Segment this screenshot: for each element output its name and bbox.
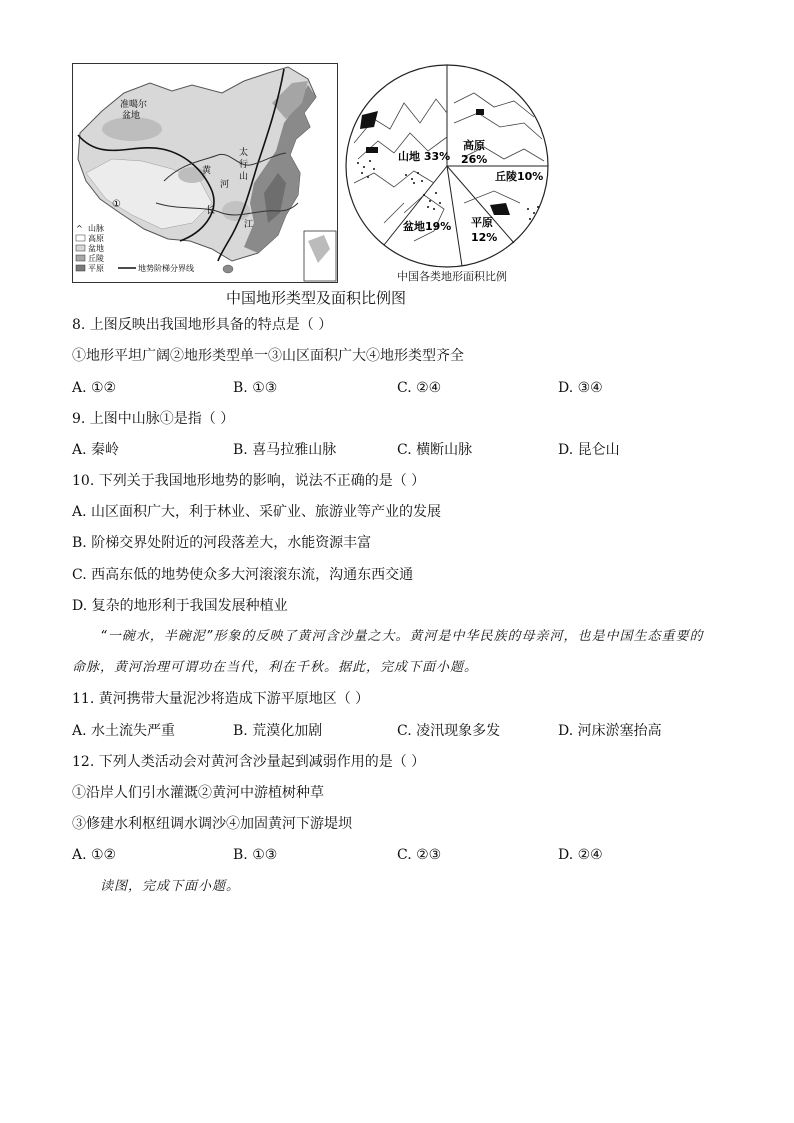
q11-stem: 11. 黄河携带大量泥沙将造成下游平原地区（ ） (72, 691, 370, 707)
legend-plateau: 高原 (88, 234, 104, 243)
q9-option-b: B. 喜马拉雅山脉 (233, 442, 337, 458)
legend-plain: 平原 (88, 264, 104, 273)
q12-items-2: ③修建水利枢纽调水调沙④加固黄河下游堤坝 (72, 816, 352, 832)
map-label-junggar: 准噶尔 (120, 100, 148, 110)
map-label-huang: 黄 (202, 166, 212, 176)
q9-option-c: C. 横断山脉 (397, 442, 473, 458)
map-label-chang: 长 (206, 206, 216, 216)
q11-option-a: A. 水土流失严重 (72, 723, 176, 739)
legend-step-line: 地势阶梯分界线 (138, 264, 194, 273)
legend-mountain: 山脉 (88, 224, 104, 233)
q11-option-c: C. 凌汛现象多发 (397, 723, 501, 739)
q12-stem: 12. 下列人类活动会对黄河含沙量起到减弱作用的是（ ） (72, 754, 426, 770)
q12-option-a: A. ①② (72, 847, 117, 863)
passage-line-2: 命脉，黄河治理可谓功在当代，利在千秋。据此，完成下面小题。 (72, 660, 479, 675)
pie-label-plateau-pct: 26% (461, 153, 488, 166)
q9-stem: 9. 上图中山脉①是指（ ） (72, 411, 235, 427)
q10-stem: 10. 下列关于我国地形地势的影响，说法不正确的是（ ） (72, 473, 426, 489)
q8-items: ①地形平坦广阔②地形类型单一③山区面积广大④地形类型齐全 (72, 348, 464, 364)
pie-caption: 中国各类地形面积比例 (397, 270, 507, 283)
pie-label-plateau: 高原 (463, 139, 485, 152)
map-label-he: 河 (220, 180, 230, 190)
map-label-taihang-2: 行 (239, 160, 249, 170)
map-label-taihang-1: 太 (239, 148, 249, 158)
q8-option-d: D. ③④ (558, 380, 603, 396)
legend-basin: 盆地 (88, 244, 104, 253)
pie-label-mountain: 山地 33% (398, 150, 451, 163)
q11-option-b: B. 荒漠化加剧 (233, 723, 323, 739)
q12-items-1: ①沿岸人们引水灌溉②黄河中游植树种草 (72, 785, 324, 801)
map-label-mountain-1: ① (112, 199, 121, 210)
q8-option-b: B. ①③ (233, 380, 278, 396)
q9-option-d: D. 昆仑山 (558, 442, 620, 458)
q10-option-b: B. 阶梯交界处附近的河段落差大，水能资源丰富 (72, 535, 372, 551)
pie-label-plain: 平原 (471, 216, 493, 229)
q8-option-a: A. ①② (72, 380, 117, 396)
q8-option-c: C. ②④ (397, 380, 442, 396)
figure-caption: 中国地形类型及面积比例图 (226, 289, 407, 307)
terrain-proportion-pie (344, 63, 550, 269)
q11-option-d: D. 河床淤塞抬高 (558, 723, 662, 739)
svg-text:^: ^ (76, 224, 83, 233)
legend-hills: 丘陵 (88, 254, 104, 263)
map-label-jiang: 江 (244, 220, 254, 230)
q12-option-b: B. ①③ (233, 847, 278, 863)
q10-option-d: D. 复杂的地形利于我国发展种植业 (72, 598, 288, 614)
passage-line-1: “一碗水，半碗泥”形象的反映了黄河含沙量之大。黄河是中华民族的母亲河，也是中国生态重要的 (100, 629, 704, 644)
map-label-junggar-basin: 盆地 (122, 111, 141, 121)
q10-option-a: A. 山区面积广大，利于林业、采矿业、旅游业等产业的发展 (72, 504, 442, 520)
q10-option-c: C. 西高东低的地势使众多大河滚滚东流，沟通东西交通 (72, 567, 414, 583)
q12-option-c: C. ②③ (397, 847, 442, 863)
pie-label-hills: 丘陵10% (495, 170, 544, 183)
q9-option-a: A. 秦岭 (72, 442, 120, 458)
pie-label-basin: 盆地19% (403, 220, 452, 233)
next-section-intro: 读图，完成下面小题。 (100, 879, 241, 894)
q8-stem: 8. 上图反映出我国地形具备的特点是（ ） (72, 317, 333, 333)
china-terrain-map (72, 63, 338, 283)
map-label-taihang-3: 山 (239, 172, 249, 182)
q12-option-d: D. ②④ (558, 847, 603, 863)
pie-label-plain-pct: 12% (471, 231, 498, 244)
